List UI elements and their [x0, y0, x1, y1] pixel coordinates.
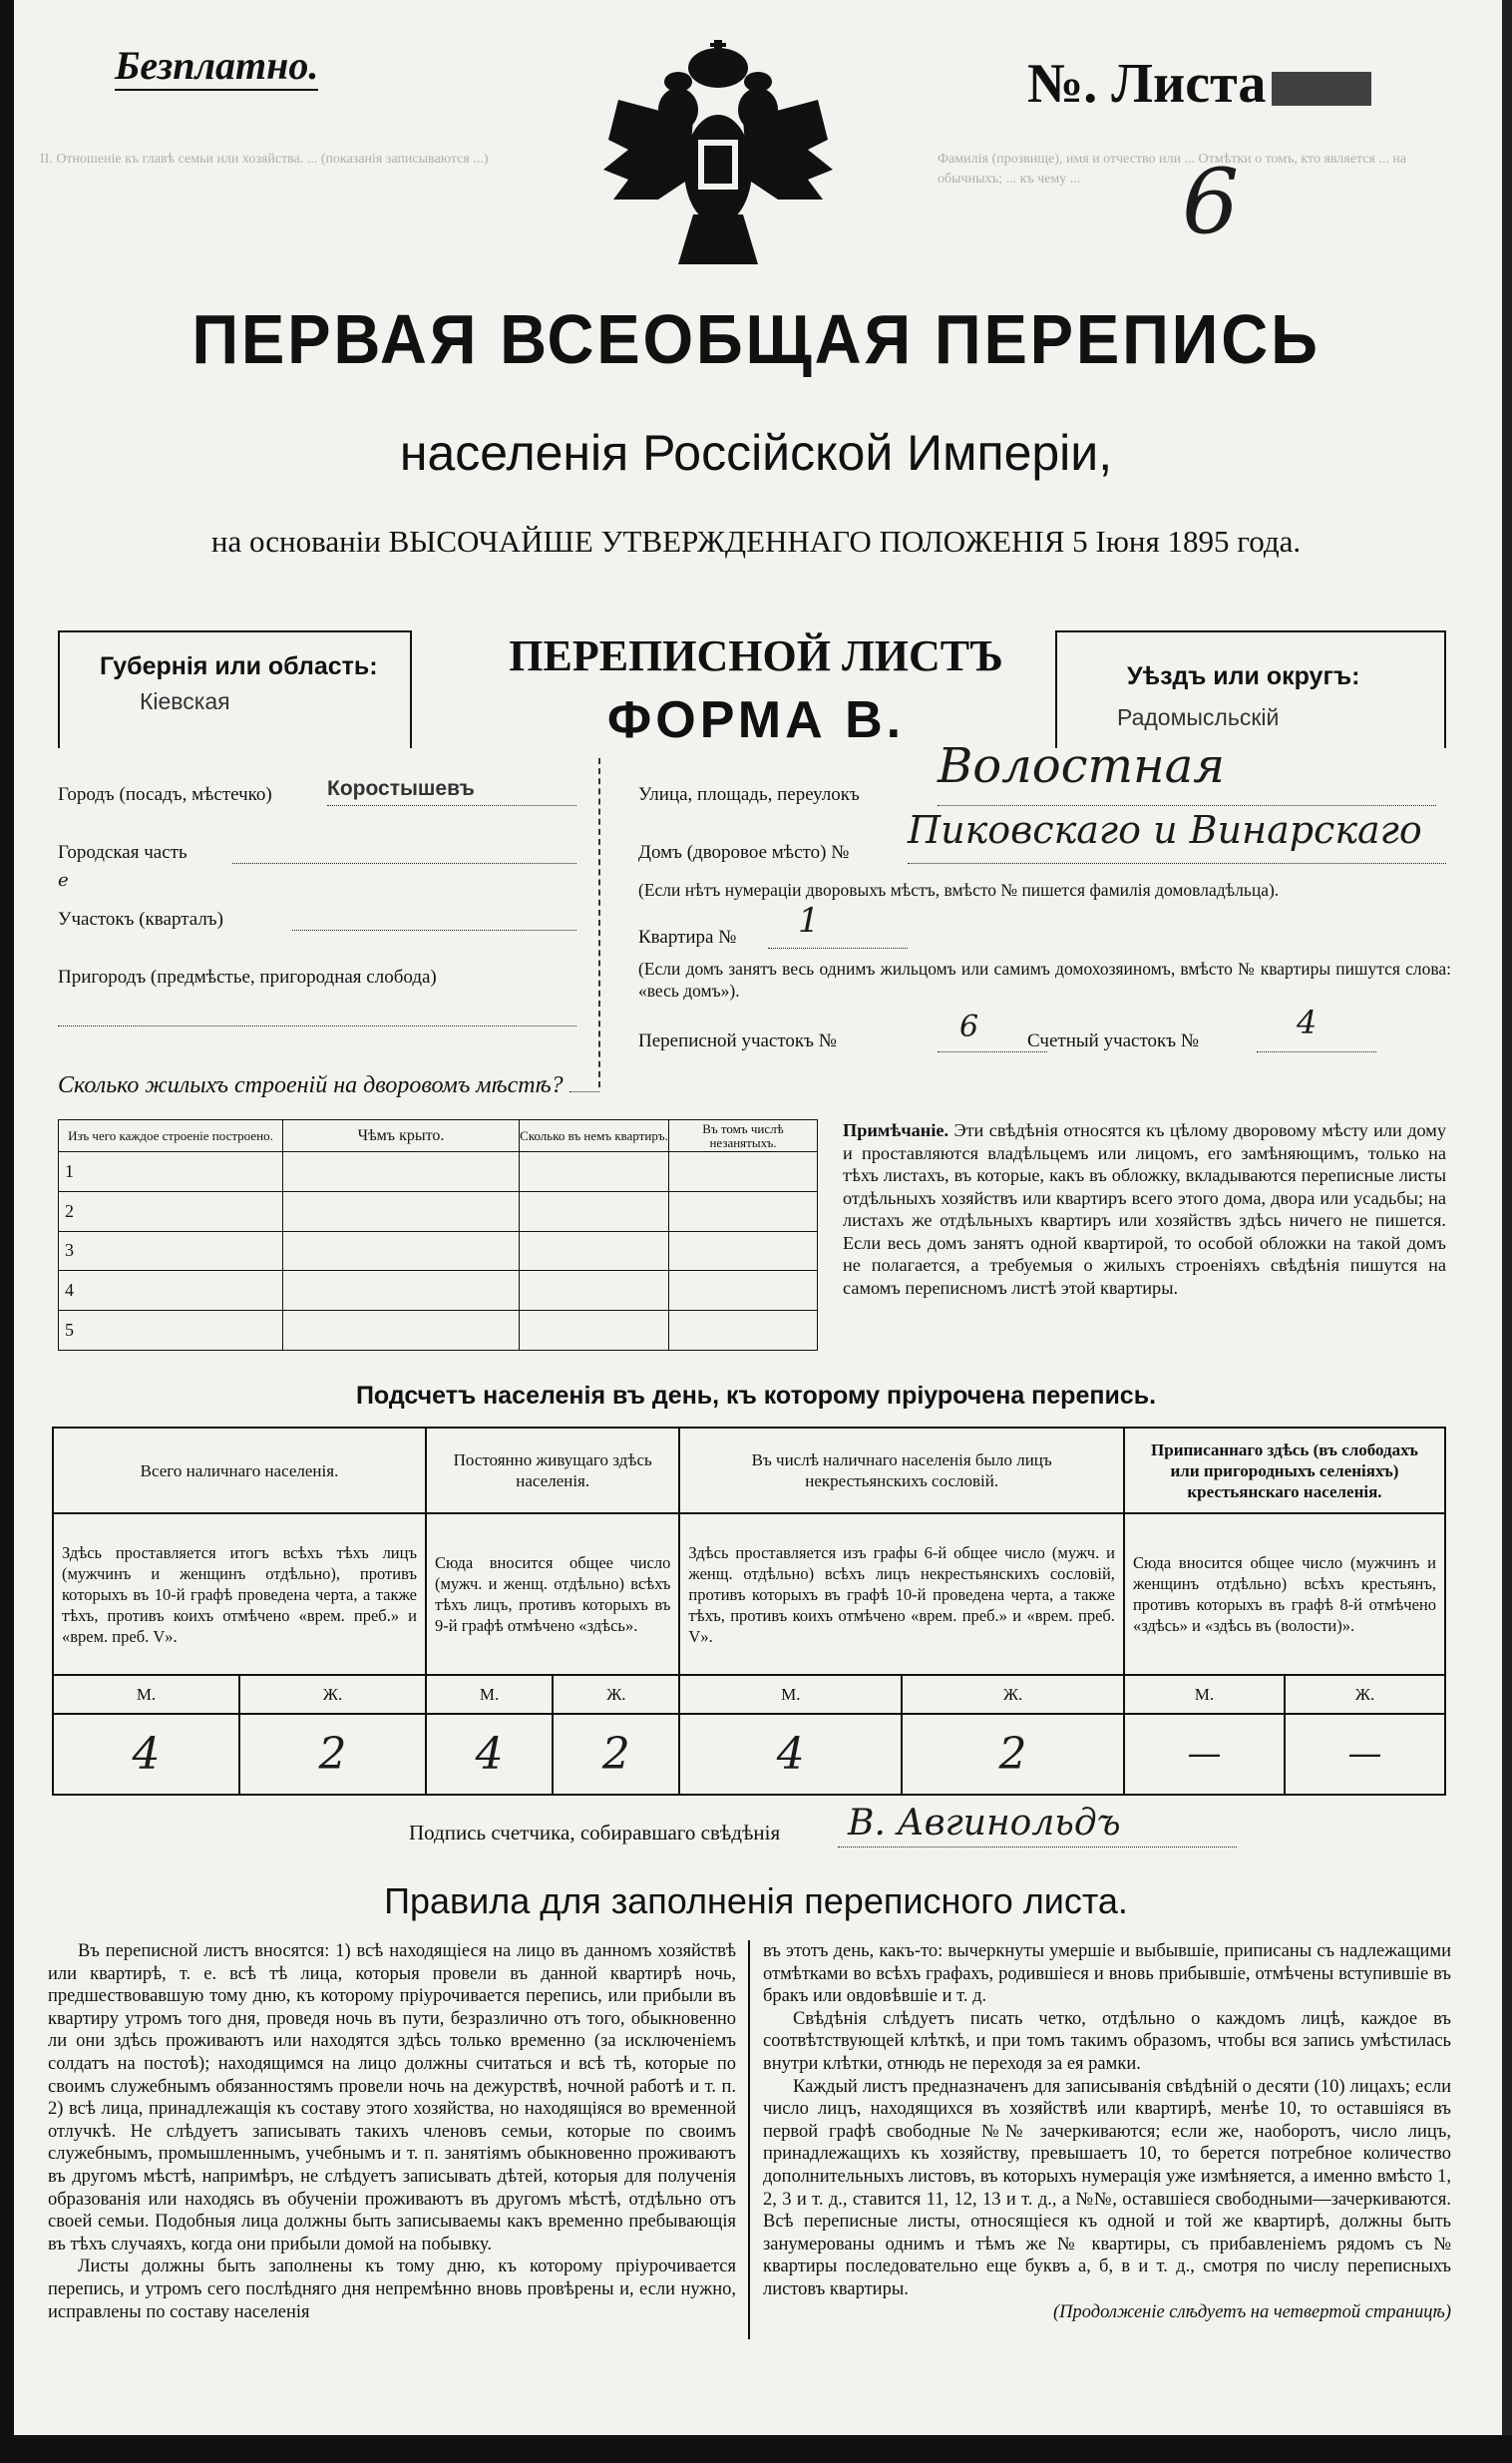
rules-left-paragraph: Въ переписной листъ вносятся: 1) всѣ находящіеся на лицо въ данномъ хозяйствѣ или квартирѣ, т. е. всѣ тѣ лица, которыя провели въ данной квартирѣ ночь, предшествовавшую тому дню, къ которому пріурочивается перепись, или прибыли въ квартиру утромъ того дня, проведя ночь въ пути, безразлично отъ того, обыкновенно ли они здѣсь проживаютъ или находятся здѣсь только временно (за исключеніемъ солдатъ на постоѣ); находящимся на лицо должны считаться и всѣ тѣ, которые по своимъ служебнымъ обязанностямъ провели ночь на дежурствѣ, ночной работѣ и т. п. 2) всѣ лица, принадлежащія къ составу этого хозяйства, но находящіяся во временной отлучкѣ. Не слѣдуетъ записывать такихъ членовъ семьи, которые по своимъ служебнымъ, промышленнымъ, учебнымъ и т. п. занятіямъ обыкновенно проживаютъ въ другомъ мѣстѣ, напримѣръ, не слѣдуетъ записывать дѣтей, которыя для полученія образованія или находясь въ обученіи проживаютъ въ другомъ мѣстѣ, отдѣльно отъ своей семьи. Подобныя лица должны быть записываемы какъ временно пребывающія въ тѣхъ случаяхъ, когда они прибыли домой на побывку. [48, 1941, 736, 2255]
buildings-row-number: 3 [59, 1231, 283, 1271]
buildings-cell[interactable] [669, 1152, 818, 1192]
signature-value: В. Авгинольдъ [848, 1803, 1121, 1844]
nonpeasant-male-value[interactable]: 4 [679, 1714, 902, 1795]
region-band [58, 630, 1446, 760]
signature-label: Подпись счетчика, собиравшаго свѣдѣнія [409, 1821, 781, 1845]
population-desc-permanent: Сюда вносится общее число (мужч. и женщ. отдѣльно) всѣхъ тѣхъ лицъ, противъ которыхъ въ 9-й графѣ отмѣчено «здѣсь». [426, 1513, 679, 1675]
population-values-row [53, 1714, 1445, 1795]
count-section-line [1257, 1051, 1376, 1052]
buildings-row [59, 1311, 818, 1351]
m-label: М. [1124, 1675, 1285, 1714]
m-label: М. [679, 1675, 902, 1714]
street-label: Улица, площадь, переулокъ [638, 784, 860, 805]
house-row [638, 808, 1466, 864]
city-label: Городъ (посадъ, мѣстечко) [58, 784, 272, 805]
basis-text: на основаніи ВЫСОЧАЙШЕ УТВЕРЖДЕННАГО ПОЛОЖЕНІЯ 5 Іюня 1895 года. [210, 524, 1302, 559]
rules-right-column [763, 1940, 1451, 2323]
population-desc-nonpeasant: Здѣсь проставляется изъ графы 6-й общее число (мужч. и женщ. отдѣльно) всѣхъ лицъ некрестьянскихъ сословій, противъ которыхъ въ графѣ 10-й проведена черта, а также тѣхъ, противъ коихъ отмѣчено «врем. преб.» и «врем. преб. V». [679, 1513, 1124, 1675]
m-label: М. [53, 1675, 239, 1714]
buildings-row [59, 1152, 818, 1192]
m-label: М. [426, 1675, 553, 1714]
city-line [327, 805, 576, 806]
suburb-row [58, 966, 586, 989]
population-head-peasant: Приписаннаго здѣсь (въ слободахъ или пригородныхъ селеніяхъ) крестьянскаго населенія. [1124, 1428, 1445, 1513]
f-label: Ж. [239, 1675, 426, 1714]
imperial-eagle-emblem [598, 40, 838, 269]
rules-right-paragraph: въ этотъ день, какъ-то: вычеркнуты умершіе и выбывшіе, приписаны съ надлежащими отмѣтками во всѣхъ графахъ, родившіеся и вновь прибывшіе, отмѣчены вступившіе въ бракъ или овдовѣвшіе и т. д. [763, 1941, 1451, 2007]
subtitle: населенія Россійской Имперіи, [399, 425, 1113, 481]
city-part-line [232, 863, 576, 864]
buildings-question-line [569, 1091, 599, 1092]
form-title: ПЕРЕПИСНОЙ ЛИСТЪ [509, 631, 1003, 680]
guberniya-box [58, 630, 412, 748]
rules-divider [748, 1940, 750, 2339]
house-line [908, 863, 1446, 864]
buildings-note-label: Примѣчаніе. [843, 1120, 949, 1140]
population-head-total: Всего наличнаго населенія. [53, 1428, 426, 1513]
guberniya-label: Губернія или область: [100, 652, 378, 680]
city-value: Коростышевъ [327, 777, 475, 800]
buildings-cell[interactable] [669, 1311, 818, 1351]
buildings-cell[interactable] [669, 1271, 818, 1311]
rules-left-column [48, 1940, 736, 2323]
street-row [638, 738, 1456, 806]
uezd-box [1055, 630, 1446, 748]
sections-row [638, 1004, 1456, 1052]
f-label: Ж. [1285, 1675, 1445, 1714]
apartment-note: (Если домъ занятъ весь однимъ жильцомъ или самимъ домохозяиномъ, вмѣсто № квартиры пишутся слова: «весь домъ»). [638, 959, 1451, 1001]
house-label: Домъ (дворовое мѣсто) № [638, 842, 850, 863]
buildings-cell[interactable] [283, 1271, 520, 1311]
f-label: Ж. [902, 1675, 1124, 1714]
buildings-cell[interactable] [520, 1271, 669, 1311]
buildings-cell[interactable] [520, 1311, 669, 1351]
peasant-male-value[interactable]: — [1124, 1714, 1285, 1795]
street-line [938, 805, 1436, 806]
buildings-row [59, 1231, 818, 1271]
buildings-cell[interactable] [283, 1311, 520, 1351]
bleed-through-left [40, 150, 638, 269]
city-part-value: е [58, 870, 69, 891]
form-name: ФОРМА В. [606, 691, 906, 749]
census-section-label: Переписной участокъ № [638, 1030, 837, 1051]
buildings-question [58, 1072, 599, 1099]
signature-row [409, 1803, 1121, 1846]
total-male-value[interactable]: 4 [53, 1714, 239, 1795]
buildings-head-roof: Чѣмъ крыто. [283, 1120, 520, 1152]
f-label: Ж. [553, 1675, 679, 1714]
population-head-permanent: Постоянно живущаго здѣсь населенія. [426, 1428, 679, 1513]
city-part-label: Городская часть [58, 842, 188, 863]
scan-edge-bottom [0, 2435, 1512, 2463]
buildings-cell[interactable] [520, 1191, 669, 1231]
rules-continued: (Продолженіе слѣдуетъ на четвертой страницѣ) [1052, 2301, 1451, 2322]
buildings-head-material: Изъ чего каждое строеніе построено. [59, 1120, 283, 1152]
permanent-male-value[interactable]: 4 [426, 1714, 553, 1795]
population-title: Подсчетъ населенія въ день, къ которому пріурочена перепись. [355, 1382, 1157, 1410]
buildings-cell[interactable] [520, 1152, 669, 1192]
apartment-row [638, 901, 1037, 949]
suburb-label: Пригородъ (предмѣстье, пригородная слобода) [58, 967, 437, 988]
buildings-cell[interactable] [283, 1191, 520, 1231]
buildings-row-number: 1 [59, 1152, 283, 1192]
buildings-head-vacant: Въ томъ числѣ незанятыхъ. [669, 1120, 818, 1152]
buildings-cell[interactable] [283, 1152, 520, 1192]
apartment-value: 1 [798, 901, 820, 941]
buildings-row-number: 4 [59, 1271, 283, 1311]
population-desc-total: Здѣсь проставляется итогъ всѣхъ тѣхъ лицъ (мужчинъ и женщинъ отдѣльно), противъ которыхъ въ 10-й графѣ проведена черта, а также тѣхъ, противъ коихъ отмѣчено «врем. преб.» и «врем. преб. V». [53, 1513, 426, 1675]
house-note: (Если нѣтъ нумераціи дворовыхъ мѣстъ, вмѣсто № пишется фамилія домовладѣльца). [638, 880, 1280, 900]
house-value: Пиковскаго и Винарскаго [908, 808, 1422, 852]
population-table [52, 1427, 1446, 1796]
total-female-value[interactable]: 2 [239, 1714, 426, 1795]
permanent-female-value[interactable]: 2 [553, 1714, 679, 1795]
rules-left-paragraph-2: Листы должны быть заполнены къ тому дню, къ которому пріурочивается перепись, и утромъ сего послѣдняго дня непремѣнно вновь провѣрены и, если нужно, исправлены по составу населенія [48, 2257, 736, 2322]
nonpeasant-female-value[interactable]: 2 [902, 1714, 1124, 1795]
basis-line [0, 524, 1512, 560]
buildings-row-number: 2 [59, 1191, 283, 1231]
buildings-table-header [59, 1120, 818, 1152]
buildings-cell[interactable] [520, 1231, 669, 1271]
rules-right-paragraph-2: Свѣдѣнія слѣдуетъ писать четко, отдѣльно о каждомъ лицѣ, каждое въ соотвѣтствующей клѣткѣ, и при томъ такимъ образомъ, чтобы вся запись умѣстилась внутри клѣтки, отнюдь не переходя за ея рамки. [763, 2008, 1451, 2074]
apartment-label: Квартира № [638, 927, 737, 948]
count-section-label: Счетный участокъ № [1027, 1030, 1199, 1051]
buildings-question-text: Сколько жилыхъ строеній на дворовомъ мѣстѣ? [58, 1072, 564, 1098]
buildings-head-apartments: Сколько въ немъ квартиръ. [520, 1120, 669, 1152]
buildings-cell[interactable] [283, 1231, 520, 1271]
scan-edge-right [1502, 0, 1512, 2463]
population-mf-row [53, 1675, 1445, 1714]
buildings-cell[interactable] [669, 1231, 818, 1271]
peasant-female-value[interactable]: — [1285, 1714, 1445, 1795]
population-desc-row [53, 1513, 1445, 1675]
sheet-number-handwritten: 6 [1182, 150, 1240, 254]
buildings-row [59, 1271, 818, 1311]
bleed-right-text: Фамилія (прозвище), имя и отчество или ... Отмѣтки о томъ, кто является ... на обычныхъ; ... къ чему ... [938, 152, 1407, 187]
bleed-left-text: ІІ. Отношеніе къ главѣ семьи или хозяйства. ... (показанія записываются ...) [40, 152, 489, 167]
district-line [292, 930, 576, 931]
city-row [58, 777, 586, 806]
sheet-number-box [1272, 72, 1371, 106]
census-section-value: 6 [959, 1010, 979, 1044]
city-part-row [58, 841, 586, 891]
guberniya-value: Кіевская [140, 688, 230, 714]
population-desc-peasant: Сюда вносится общее число (мужчинъ и женщинъ отдѣльно) всѣхъ крестьянъ, противъ которыхъ въ графѣ 8-й отмѣчено «здѣсь» и «здѣсь въ (волости)». [1124, 1513, 1445, 1675]
buildings-table [58, 1119, 818, 1351]
uezd-value: Радомысльскій [1117, 704, 1280, 730]
buildings-row-number: 5 [59, 1311, 283, 1351]
district-row [58, 908, 586, 931]
free-label: Безплатно. [115, 42, 318, 91]
count-section-value: 4 [1297, 1004, 1318, 1041]
address-divider [598, 758, 600, 1087]
uezd-label: Уѣздъ или округъ: [1127, 662, 1360, 690]
buildings-note [843, 1119, 1446, 1299]
buildings-cell[interactable] [669, 1191, 818, 1231]
main-title: ПЕРВАЯ ВСЕОБЩАЯ ПЕРЕПИСЬ [191, 300, 1321, 378]
scan-edge-left [0, 0, 14, 2463]
street-value: Волостная [938, 738, 1226, 794]
rules-title: Правила для заполненія переписного листа. [384, 1880, 1128, 1921]
rules-right-paragraph-3: Каждый листъ предназначенъ для записыванія свѣдѣній о десяти (10) лицахъ; если число лицъ, находящихся въ хозяйствѣ или квартирѣ, менѣе 10, то оставшіяся въ первой графѣ свободные №№ зачеркиваются; если же, наоборотъ, число лицъ, принадлежащихъ къ хозяйству, превышаетъ 10, то берется потребное количество дополнительныхъ листовъ, въ которыхъ нумерація уже измѣняется, а именно вмѣсто 1, 2, 3 и т. д., ставится 11, 12, 13 и т. д., а №№, оставшіеся свободными—зачеркиваются. Всѣ переписные листы, относящіеся къ одной и той же квартирѣ, должны быть занумерованы однимъ и тѣмъ же № квартиры, съ прибавленіемъ рядомъ съ № квартиры последовательно еще буквъ а, б, в и т. д., смотря по числу переписныхъ листовъ квартиры. [763, 2076, 1451, 2299]
district-label: Участокъ (кварталъ) [58, 909, 223, 930]
sheet-number-label [1027, 54, 1266, 114]
buildings-note-text: Эти свѣдѣнія относятся къ цѣлому дворовому мѣсту или дому и проставляются владѣльцемъ или лицомъ, его замѣняющимъ, только на тѣхъ листахъ, въ которые, какъ въ обложку, вкладываются переписные листы отдѣльныхъ хозяйствъ или квартиръ всего этого дома, двора или усадьбы; на листахъ же отдѣльныхъ квартиръ или хозяйствъ здѣсь ничего не пишется. Если весь домъ занятъ одной квартирой, то особой обложки на такой домъ не полагается, а требуемыя о жилыхъ строеніяхъ свѣдѣнія пишутся на самомъ переписномъ листѣ этой квартиры. [843, 1120, 1446, 1298]
buildings-row [59, 1191, 818, 1231]
apartment-line [768, 948, 908, 949]
sheet-number-text: №. Листа [1027, 53, 1267, 115]
population-head-row [53, 1428, 1445, 1513]
population-head-nonpeasant: Въ числѣ наличнаго населенія было лицъ некрестьянскихъ сословій. [679, 1428, 1124, 1513]
